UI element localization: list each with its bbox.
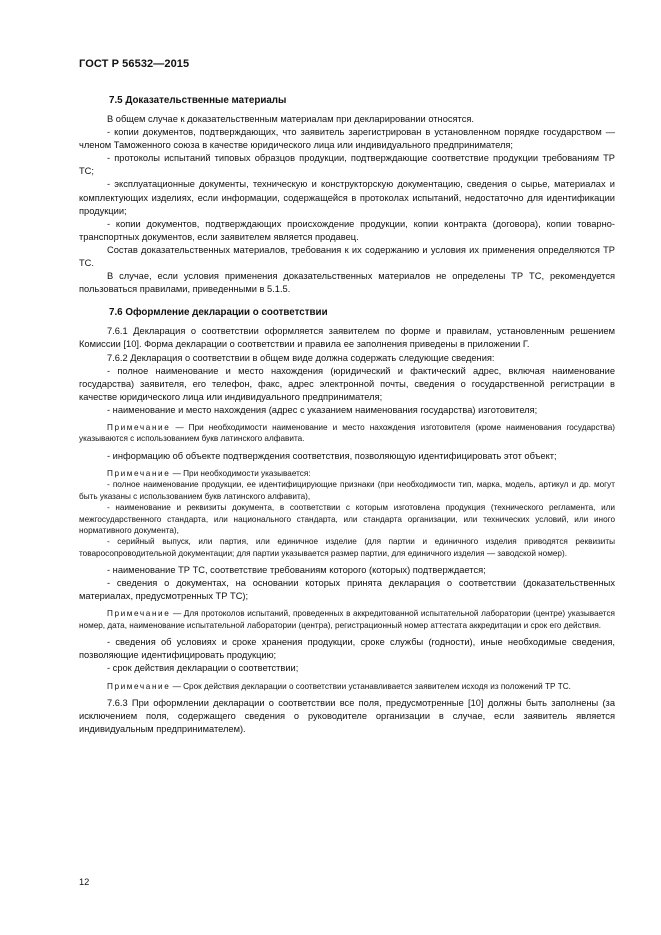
note-label: Примечание [107, 609, 171, 619]
note-item: - наименование и реквизиты документа, в соответствии с которым изготовлена продукция (технического регламента, или межгосударственного стандарта, или национального стандарта, или стандарта организации, или технических условий, или иного нормативного документа), [79, 503, 615, 535]
note-label: Примечание [107, 468, 171, 478]
note [79, 468, 615, 479]
list-item: - протоколы испытаний типовых образцов продукции, подтверждающие соответствие продукции требованиям ТР ТС; [79, 153, 615, 177]
document-body [79, 86, 615, 736]
list-item: - срок действия декларации о соответствии; [107, 663, 299, 674]
paragraph: 7.6.2 Декларация о соответствии в общем виде должна содержать следующие сведения: [107, 352, 495, 363]
paragraph: 7.6.3 При оформлении декларации о соответствии все поля, предусмотренные [10] должны быть заполнены (за исключением поля, содержащего сведения о руководителе организации в случае, если заявитель является индивидуальным предпринимателем). [79, 697, 615, 735]
list-item: - полное наименование и место нахождения (юридический и фактический адрес, включая наименование государства) заявителя, его телефон, факс, адрес электронной почты, сведения о государственной регистрации в качестве юридического лица или индивидуального предпринимателя; [79, 365, 615, 402]
note-label: Примечание [107, 422, 171, 432]
section-title-7-5: 7.5 Доказательственные материалы [109, 95, 287, 106]
list-item: - эксплуатационные документы, техническую и конструкторскую документацию, сведения о сырье, материалах и комплектующих изделиях, если информации, содержащейся в протоколах испытаний, недостаточно для идентификации продукции; [79, 179, 615, 216]
document-header: ГОСТ Р 56532—2015 [79, 58, 190, 70]
list-item: - копии документов, подтверждающих происхождение продукции, копии контракта (договора), копии товарно-транспортных документов, если заявителем является продавец. [79, 218, 615, 242]
paragraph: В случае, если условия применения доказательственных материалов не определены ТР ТС, рекомендуется пользоваться правилами, приведенными в 5.1.5. [79, 271, 615, 295]
note-text: — При необходимости наименование и место нахождения изготовителя (кроме наименования государства) указываются с использованием букв латинского алфавита. [79, 422, 615, 444]
note-text: — Для протоколов испытаний, проведенных в аккредитованной испытательной лаборатории (центре) указывается номер, дата, наименование испытательной лаборатории (центра), регистрационный номер аттестата аккредитации и срок его действия. [79, 609, 615, 630]
note [79, 422, 615, 445]
page-number: 12 [79, 877, 90, 887]
note-item: - полное наименование продукции, ее идентифицирующие признаки (при необходимости тип, марка, модель, артикул и др. могут быть указаны с использованием букв латинского алфавита), [79, 480, 615, 501]
list-item: - сведения об условиях и сроке хранения продукции, сроке службы (годности), иные необходимые сведения, позволяющие идентифицировать продукцию; [79, 637, 615, 661]
paragraph: В общем случае к доказательственным материалам при декларировании относятся. [107, 114, 474, 124]
note-item: - серийный выпуск, или партия, или единичное изделие (для партии и единичного изделия приводятся реквизиты товаросопроводительной документации; для партии указывается размер партии, для единичного изделия — заводской номер). [79, 537, 615, 558]
note-label: Примечание [107, 681, 171, 691]
paragraph: 7.6.1 Декларация о соответствии оформляется заявителем по форме и правилам, установленным решением Комиссии [10]. Форма декларации о соответствии и правила ее заполнения приведены в приложении Г. [79, 326, 615, 350]
list-item: - наименование и место нахождения (адрес с указанием наименования государства) изготовителя; [107, 404, 538, 415]
paragraph: Состав доказательственных материалов, требования к их содержанию и условия их применения определяются ТР ТС. [79, 244, 615, 269]
note-text: — Срок действия декларации о соответствии устанавливается заявителем исходя из положений ТР ТС. [170, 681, 571, 691]
list-item: - наименование ТР ТС, соответствие требованиям которого (которых) подтверждается; [107, 565, 486, 576]
note [79, 608, 615, 631]
list-item: - копии документов, подтверждающих, что заявитель зарегистрирован в установленном порядке государством — членом Таможенного союза в качестве юридического лица или индивидуального предпринимателя; [79, 127, 615, 151]
note-text: — При необходимости указывается: [170, 468, 311, 478]
list-item: - сведения о документах, на основании которых принята декларация о соответствии (доказательственных материалах, предусмотренных ТР ТС); [79, 578, 615, 602]
section-title-7-6: 7.6 Оформление декларации о соответствии [109, 307, 328, 319]
list-item: - информацию об объекте подтверждения соответствия, позволяющую идентифицировать этот объект; [107, 450, 557, 461]
note [79, 681, 615, 692]
